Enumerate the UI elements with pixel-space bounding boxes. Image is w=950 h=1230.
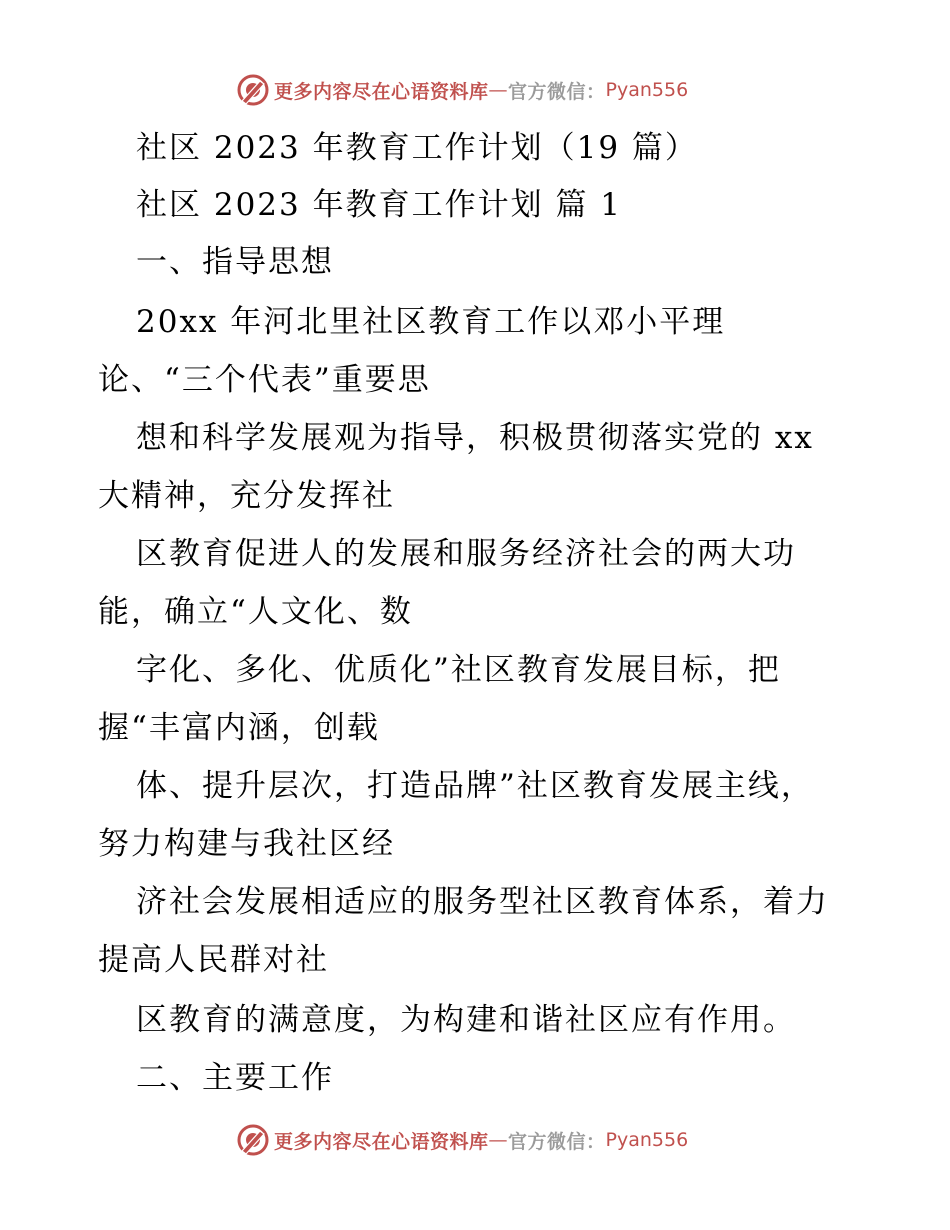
watermark-wechat-id: Pyan556 bbox=[605, 79, 689, 101]
paragraph-line: 握“丰富内涵，创载 bbox=[98, 710, 380, 746]
paragraph-line: 提高人民群对社 bbox=[98, 942, 329, 978]
paragraph-line: 字化、多化、优质化”社区教育发展目标，把 bbox=[136, 652, 781, 688]
watermark-official: 官方微信： bbox=[508, 1130, 606, 1153]
paragraph-line: 努力构建与我社区经 bbox=[98, 826, 395, 862]
paragraph-line: 想和科学发展观为指导，积极贯彻落实党的 xx bbox=[136, 420, 814, 456]
paragraph-line: 能，确立“人文化、数 bbox=[98, 594, 413, 630]
paragraph-line: 论、“三个代表”重要思 bbox=[98, 362, 431, 398]
watermark-dash: — bbox=[488, 1129, 509, 1151]
watermark-official: 官方微信： bbox=[508, 80, 606, 103]
watermark-dash: — bbox=[488, 79, 509, 101]
footer-watermark bbox=[236, 1122, 688, 1158]
paragraph-line: 大精神，充分发挥社 bbox=[98, 478, 395, 514]
paragraph-line: 体、提升层次，打造品牌”社区教育发展主线， bbox=[136, 768, 814, 804]
document-title: 社区 2023 年教育工作计划（19 篇） bbox=[136, 130, 698, 166]
watermark-wechat-id: Pyan556 bbox=[605, 1129, 689, 1151]
section-heading-1: 一、指导思想 bbox=[136, 244, 334, 280]
watermark-brand: 更多内容尽在心语资料库 bbox=[274, 80, 489, 103]
paragraph-line: 区教育的满意度，为构建和谐社区应有作用。 bbox=[136, 1002, 796, 1038]
watermark-brand: 更多内容尽在心语资料库 bbox=[274, 1130, 489, 1153]
paragraph-line: 济社会发展相适应的服务型社区教育体系，着力 bbox=[136, 884, 829, 920]
paragraph-line: 区教育促进人的发展和服务经济社会的两大功 bbox=[136, 536, 796, 572]
paragraph-line: 20xx 年河北里社区教育工作以邓小平理 bbox=[136, 304, 726, 340]
section-heading-2: 二、主要工作 bbox=[136, 1060, 334, 1096]
document-subtitle: 社区 2023 年教育工作计划 篇 1 bbox=[136, 187, 623, 223]
pen-logo-icon bbox=[236, 1123, 270, 1157]
